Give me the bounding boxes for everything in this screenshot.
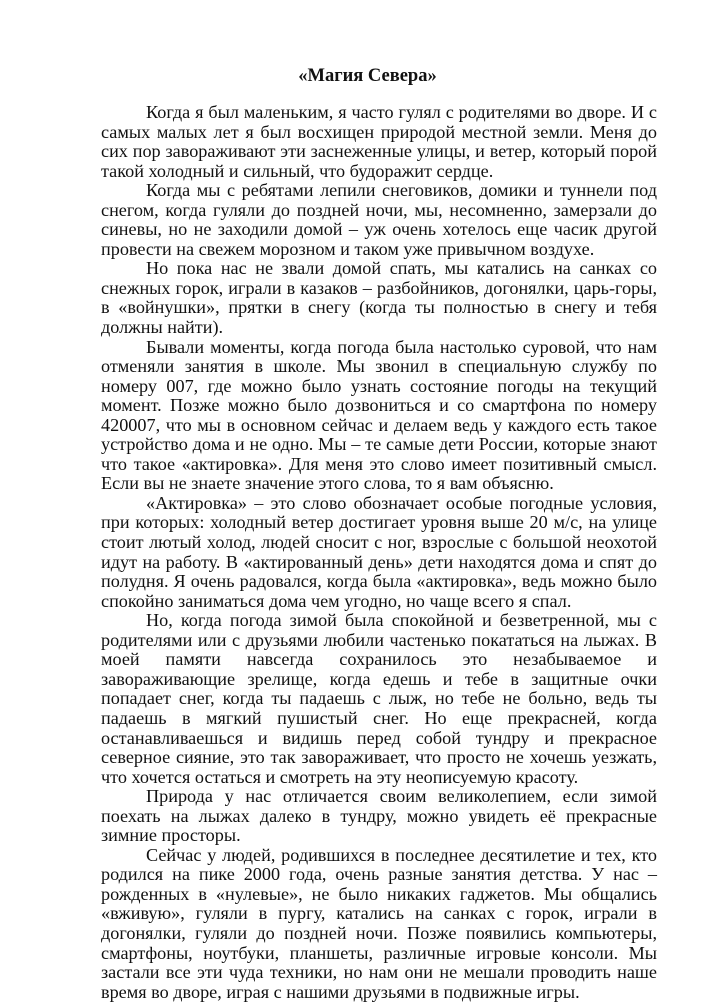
document-body (101, 103, 657, 1002)
paragraph: Природа у нас отличается своим великолепием, если зимой поехать на лыжах далеко в тундру, можно увидеть её прекрасные зимние просторы. (101, 786, 657, 846)
document-title: «Магия Севера» (298, 66, 437, 86)
paragraph: Сейчас у людей, родившихся в последнее десятилетие и тех, кто родился на пике 2000 года, очень разные занятия детства. У нас – рожденных в «нулевые», не было никаких гаджетов. Мы общались «вживую», гуляли в пургу, катались на санках с горок, играли в догонялки, гуляли до поздней ночи. Позже появились компьютеры, смартфоны, ноутбуки, планшеты, различные игровые консоли. Мы застали все эти чуда техники, но нам они не мешали проводить наше время во дворе, играя с нашими друзьями в подвижные игры. (101, 844, 657, 1002)
paragraph: Но пока нас не звали домой спать, мы катались на санках со снежных горок, играли в казаков – разбойников, догонялки, царь-горы, в «войнушки», прятки в снегу (когда ты полностью в снегу и тебя должны найти). (101, 258, 657, 338)
paragraph: «Актировка» – это слово обозначает особые погодные условия, при которых: холодный ветер достигает уровня выше 20 м/с, на улице стоит лютый холод, людей сносит с ног, взрослые с большой неохотой идут на работу. В «актированный день» дети находятся дома и спят до полудня. Я очень радовался, когда была «актировка», ведь можно было спокойно заниматься дома чем угодно, но чаще всего я спал. (101, 492, 657, 611)
paragraph: Бывали моменты, когда погода была настолько суровой, что нам отменяли занятия в школе. Мы звонил в специальную службу по номеру 007, где можно было узнать состояние погоды на текущий момент. Позже можно было дозвониться и со смартфона по номеру 420007, что мы в основном сейчас и делаем ведь у каждого есть такое устройство дома и не одно. Мы – те самые дети России, которые знают что такое «актировка». Для меня это слово имеет позитивный смысл. Если вы не знаете значение этого слова, то я вам объясню. (101, 336, 657, 494)
paragraph: Когда я был маленьким, я часто гулял с родителями во дворе. И с самых малых лет я был восхищен природой местной земли. Меня до сих пор завораживают эти заснеженные улицы, и ветер, который порой такой холодный и сильный, что будоражит сердце. (101, 102, 657, 181)
paragraph: Когда мы с ребятами лепили снеговиков, домики и туннели под снегом, когда гуляли до поздней ночи, мы, несомненно, замерзали до синевы, но не заходили домой – уж очень хотелось еще часик другой провести на свежем морозном и таком уже привычном воздухе. (101, 180, 657, 259)
paragraph: Но, когда погода зимой была спокойной и безветренной, мы с родителями или с друзьями любили частенько покататься на лыжах. В моей памяти навсегда сохранилось это незабываемое и завораживающие зрелище, когда едешь и тебе в защитные очки попадает снег, когда ты падаешь с лыж, но тебе не больно, ведь ты падаешь в мягкий пушистый снег. Но еще прекрасней, когда останавливаешься и видишь перед собой тундру и прекрасное северное сияние, это так завораживает, что просто не хочешь уезжать, что хочется остаться и смотреть на эту неописуемую красоту. (101, 610, 657, 787)
